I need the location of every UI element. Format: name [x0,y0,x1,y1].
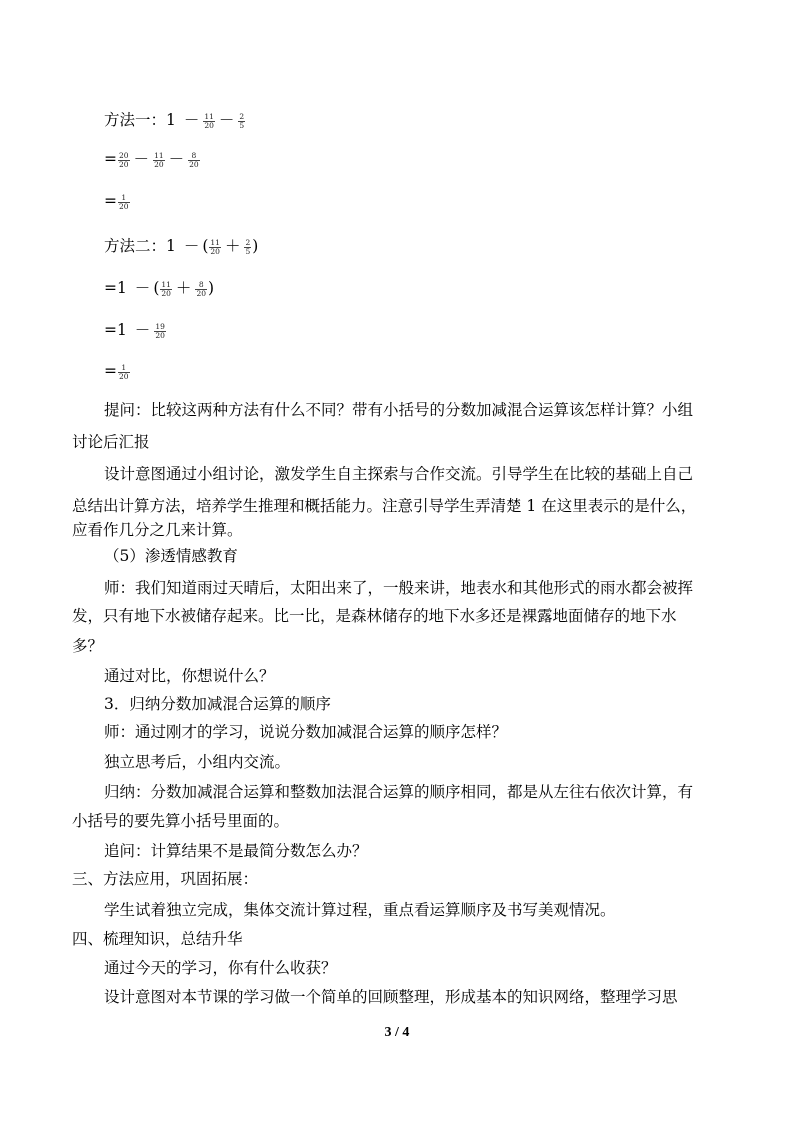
fraction: $\frac{1}{20}$ [119,192,129,211]
fraction: $\frac{11}{20}$ [204,111,214,130]
fraction: $\frac{1}{20}$ [119,362,129,381]
minus-sign: － [134,279,151,297]
method-one-step-2 [104,191,131,211]
section-heading: （5）渗透情感教育 [104,547,238,565]
minus-sign: － [183,111,200,129]
method-one-line [104,110,246,130]
left-paren: ( [153,279,160,297]
equals-one: =1 [104,321,127,339]
paragraph-line: 通过对比，你想说什么？ [104,667,275,685]
method-two-label: 方法二： [104,237,167,255]
fraction: $\frac{8}{20}$ [196,279,206,298]
fraction: $\frac{11}{20}$ [161,279,171,298]
method-two-step-2 [104,320,167,340]
minus-sign: － [168,150,185,168]
paragraph-line: 独立思考后，小组内交流。 [104,753,291,771]
method-one-label: 方法一： [104,111,167,129]
minus-sign: － [183,237,200,255]
paragraph-line: 设计意图通过小组讨论，激发学生自主探索与合作交流。引导学生在比较的基础上自己 [104,465,694,483]
fraction: $\frac{11}{20}$ [210,237,220,256]
equals-sign: = [104,150,117,168]
paragraph-line: 应看作几分之几来计算。 [72,521,243,539]
left-paren: ( [202,237,209,255]
right-paren: ) [252,237,259,255]
number-one: 1 [166,111,176,129]
paragraph-line: 通过今天的学习，你有什么收获？ [104,959,337,977]
equals-one: =1 [104,279,127,297]
paragraph-line: 归纳：分数加减混合运算和整数加法混合运算的顺序相同，都是从左往右依次计算，有 [104,783,694,801]
plus-sign: ＋ [224,237,241,255]
page-number: 3 / 4 [384,1025,410,1040]
right-paren: ) [207,279,215,297]
equals-sign: = [104,362,117,380]
paragraph-line: 小括号的要先算小括号里面的。 [72,812,290,830]
fraction: $\frac{2}{5}$ [239,111,245,130]
paragraph-line: 发，只有地下水被储存起来。比一比，是森林储存的地下水多还是裸露地面储存的地下水 [72,607,677,625]
method-two-step-3 [104,361,131,381]
section-heading: 四、梳理知识，总结升华 [72,930,243,948]
paragraph-line: 总结出计算方法，培养学生推理和概括能力。注意引导学生弄清楚 1 在这里表示的是什么， [72,497,697,515]
paragraph-line: 学生试着独立完成，集体交流计算过程，重点看运算顺序及书写美观情况。 [104,901,616,919]
fraction: $\frac{11}{20}$ [154,150,164,169]
fraction: $\frac{8}{20}$ [189,150,199,169]
fraction: $\frac{20}{20}$ [119,150,129,169]
number-one: 1 [166,237,176,255]
paragraph-line: 提问：比较这两种方法有什么不同？带有小括号的分数加减混合运算该怎样计算？小组 [104,401,694,419]
minus-sign: － [218,111,235,129]
method-one-step-1 [104,149,201,169]
section-heading: 三、方法应用，巩固拓展： [72,870,259,888]
paragraph-line: 讨论后汇报 [72,433,150,451]
paragraph-line: 师：通过刚才的学习，说说分数加减混合运算的顺序怎样？ [104,723,508,741]
equals-sign: = [104,192,117,210]
minus-sign: － [133,150,150,168]
paragraph-line: 设计意图对本节课的学习做一个简单的回顾整理，形成基本的知识网络，整理学习思 [104,988,678,1006]
fraction: $\frac{2}{5}$ [245,237,251,256]
paragraph-line: 师：我们知道雨过天晴后，太阳出来了，一般来讲，地表水和其他形式的雨水都会被挥 [104,579,694,597]
fraction: $\frac{19}{20}$ [155,321,165,340]
section-heading: 3．归纳分数加减混合运算的顺序 [104,695,331,713]
method-two-line [104,236,258,256]
plus-sign: ＋ [175,279,192,297]
paragraph-line: 追问：计算结果不是最简分数怎么办？ [104,842,368,860]
paragraph-line: 多？ [72,637,104,655]
method-two-step-1 [104,278,214,298]
minus-sign: － [134,321,151,339]
